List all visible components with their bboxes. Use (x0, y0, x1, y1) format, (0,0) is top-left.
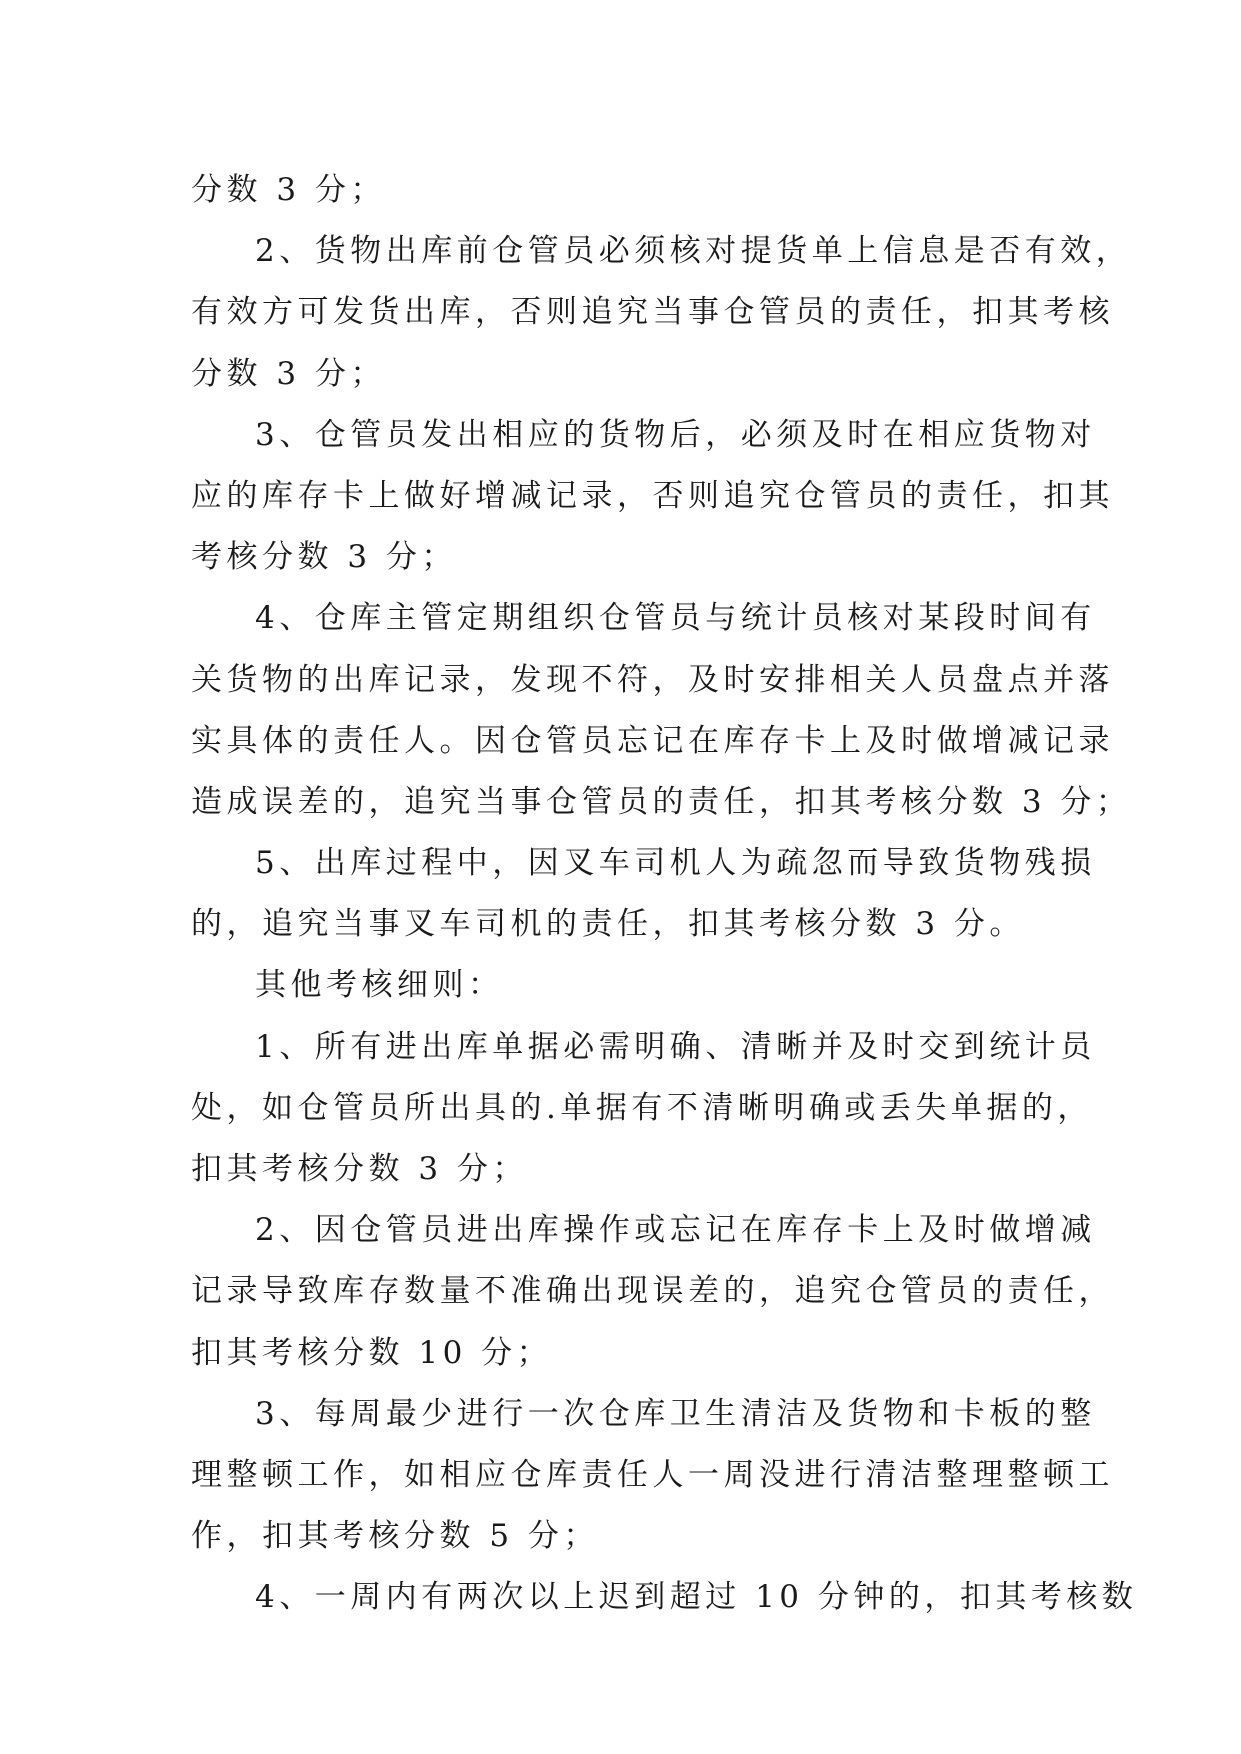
text-line: 扣其考核分数 3 分； (191, 1151, 528, 1187)
text-line: 作，扣其考核分数 5 分； (191, 1518, 599, 1555)
text-line: 5、出库过程中，因叉车司机人为疏忽而导致货物残损 (255, 845, 1096, 882)
text-line: 3、每周最少进行一次仓库卫生清洁及货物和卡板的整 (255, 1395, 1096, 1432)
text-line: 扣其考核分数 10 分； (191, 1334, 553, 1371)
text-line: 2、因仓管员进出库操作或忘记在库存卡上及时做增减 (255, 1212, 1096, 1249)
text-line: 有效方可发货出库，否则追究当事仓管员的责任，扣其考核 (191, 294, 1114, 331)
text-line: 4、仓库主管定期组织仓管员与统计员核对某段时间有 (255, 600, 1096, 637)
text-line: 的，追究当事叉车司机的责任，扣其考核分数 3 分。 (191, 906, 1025, 943)
text-line: 造成误差的，追究当事仓管员的责任，扣其考核分数 3 分； (191, 783, 1132, 820)
text-line: 分数 3 分； (191, 355, 386, 392)
text-line: 记录导致库存数量不准确出现误差的，追究仓管员的责任， (191, 1273, 1114, 1310)
text-line: 实具体的责任人。因仓管员忘记在库存卡上及时做增减记录 (191, 722, 1114, 759)
text-line: 4、一周内有两次以上迟到超过 10 分钟的，扣其考核数 (255, 1579, 1138, 1616)
text-line: 2、货物出库前仓管员必须核对提货单上信息是否有效， (255, 233, 1132, 270)
text-line: 1、所有进出库单据必需明确、清晰并及时交到统计员 (255, 1028, 1096, 1065)
text-line: 分数 3 分； (191, 172, 386, 208)
text-line: 其他考核细则： (255, 967, 504, 1004)
text-line: 3、仓管员发出相应的货物后，必须及时在相应货物对 (255, 416, 1096, 453)
text-line: 处，如仓管员所出具的.单据有不清晰明确或丢失单据的， (191, 1089, 1093, 1126)
document-body (191, 160, 1138, 1629)
text-line: 考核分数 3 分； (191, 539, 457, 576)
text-line: 理整顿工作，如相应仓库责任人一周没进行清洁整理整顿工 (191, 1456, 1114, 1493)
text-line: 应的库存卡上做好增减记录，否则追究仓管员的责任，扣其 (191, 477, 1114, 514)
text-line: 关货物的出库记录，发现不符，及时安排相关人员盘点并落 (191, 661, 1114, 698)
